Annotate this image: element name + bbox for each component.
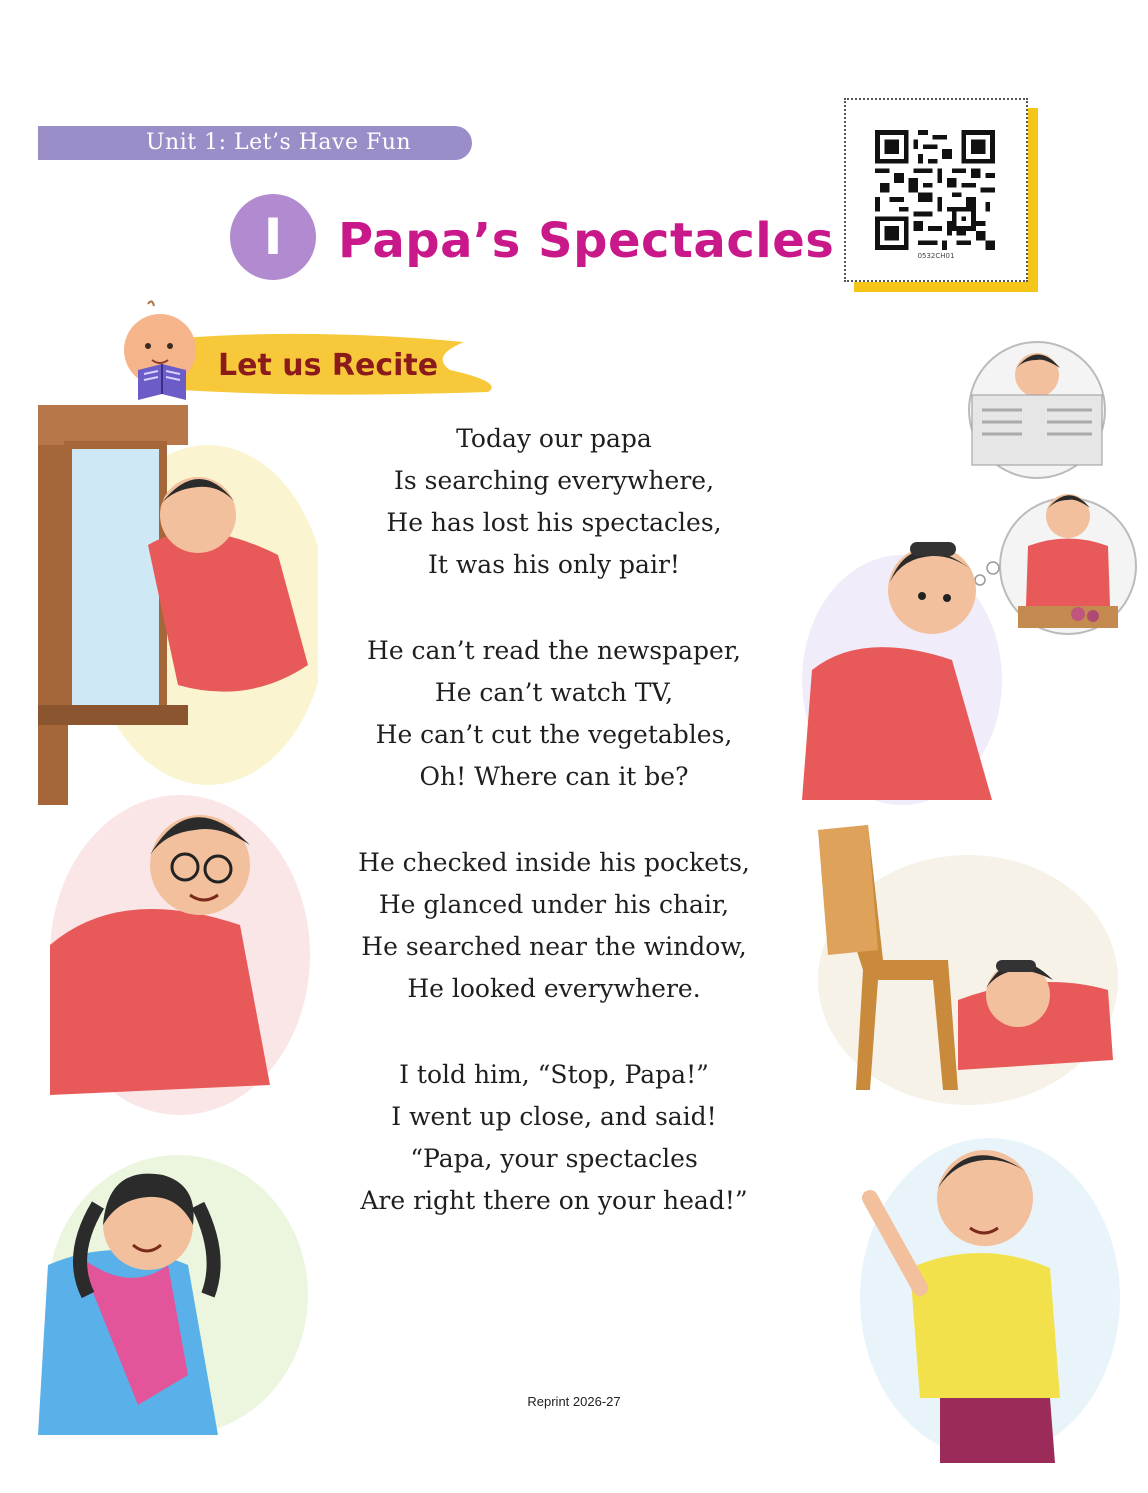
boy-pointing-illustration [850,1118,1120,1463]
poem-line: Are right there on your head!” [360,1186,748,1215]
poem-line: It was his only pair! [428,550,680,579]
poem-line: I told him, “Stop, Papa!” [399,1060,709,1089]
poem-line: He can’t read the newspaper, [367,636,741,665]
poem-line: I went up close, and said! [391,1102,717,1131]
poem-stanza [320,842,788,1010]
poem-stanza [320,630,788,798]
papa-at-window-illustration [38,405,318,805]
poem-line: He checked inside his pockets, [358,848,750,877]
poem [320,418,788,1266]
poem-line: Oh! Where can it be? [419,762,689,791]
poem-line: He can’t cut the vegetables, [375,720,733,749]
poem-line: “Papa, your spectacles [410,1144,698,1173]
qr-code[interactable] [875,130,995,250]
chapter-title: Papa’s Spectacles [338,213,835,269]
poem-line: Today our papa [456,424,652,453]
thought-bubble-vegetables-illustration [998,476,1138,656]
chapter-number: I [263,208,283,266]
poem-line: He searched near the window, [361,932,747,961]
poem-stanza [320,1054,788,1222]
section-label: Let us Recite [218,348,439,383]
papa-smiling-illustration [40,785,310,1115]
poem-line: He glanced under his chair, [378,890,730,919]
unit-label: Unit 1: Let’s Have Fun [146,130,412,155]
poem-line: He looked everywhere. [407,974,701,1003]
papa-under-chair-illustration [808,820,1118,1110]
girl-illustration [38,1145,308,1435]
papa-thinking-illustration [802,520,1002,805]
reprint-footer: Reprint 2026-27 [527,1394,621,1409]
thought-bubble-newspaper-illustration [952,340,1122,480]
reading-baby-icon [124,301,196,400]
poem-line: He can’t watch TV, [434,678,674,707]
poem-stanza [320,418,788,586]
poem-line: He has lost his spectacles, [386,508,722,537]
qr-caption: 0532CH01 [917,252,955,260]
poem-line: Is searching everywhere, [393,466,715,495]
